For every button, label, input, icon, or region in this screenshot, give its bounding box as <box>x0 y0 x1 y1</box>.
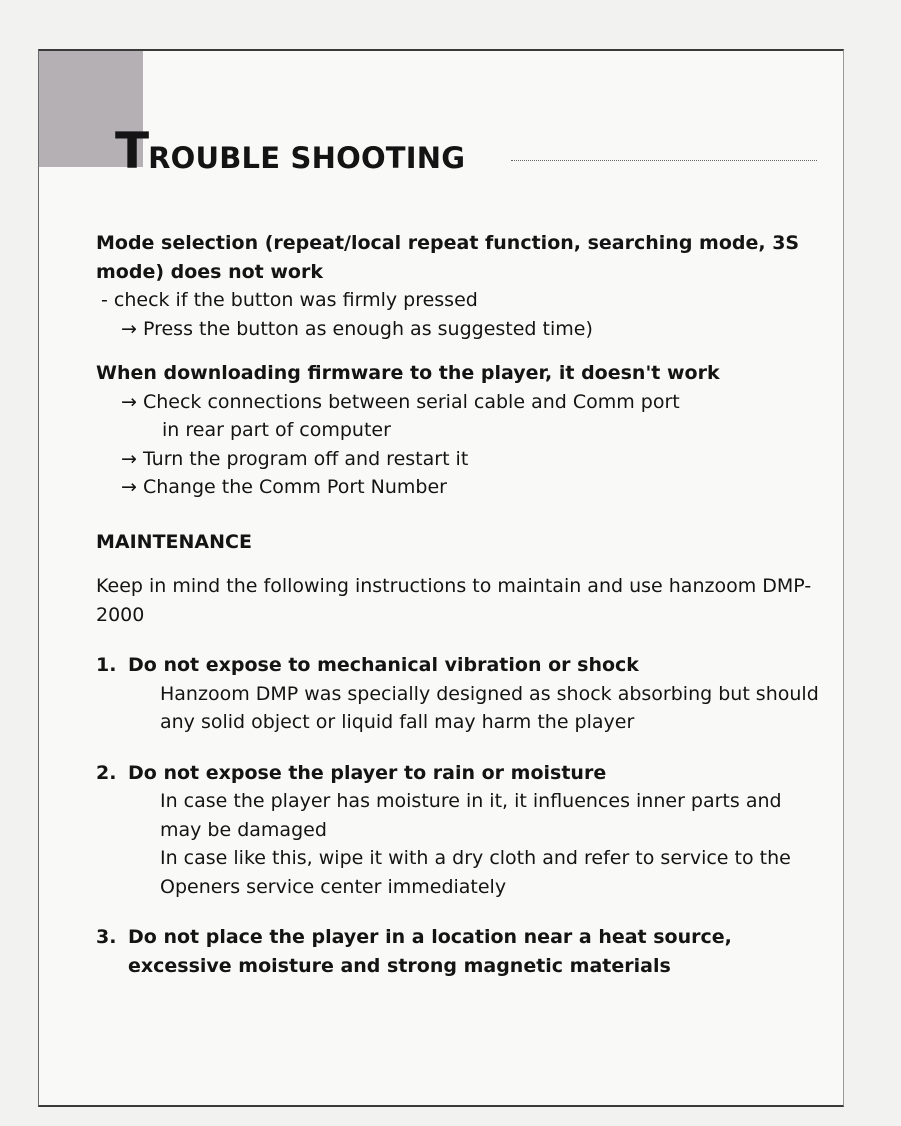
item-body: In case the player has moisture in it, it influences inner parts and may be damaged <box>160 790 782 841</box>
problem-heading: When downloading firmware to the player, it doesn't work <box>96 362 720 384</box>
item-number: 3. <box>96 926 117 948</box>
maintenance-intro: Keep in mind the following instructions to maintain and use hanzoom DMP-2000 <box>96 575 812 626</box>
solution-step: → Turn the program off and restart it <box>121 447 469 470</box>
item-title: Do not expose to mechanical vibration or shock <box>128 654 639 676</box>
maintenance-item-heading <box>96 651 826 680</box>
item-body: Hanzoom DMP was specially designed as shock absorbing but should any solid object or liquid fall may harm the player <box>160 682 819 733</box>
maintenance-item-heading <box>96 923 826 980</box>
title-initial-letter: T <box>115 122 149 180</box>
maintenance-item-3 <box>96 923 826 980</box>
page-title <box>115 122 466 180</box>
solution-step-continuation: in rear part of computer <box>162 419 391 441</box>
item-title: Do not place the player in a location near a heat source, excessive moisture and strong magnetic materials <box>128 926 732 977</box>
item-body: In case like this, wipe it with a dry cloth and refer to service to the Openers service center immediately <box>160 847 791 898</box>
solution-step: → Change the Comm Port Number <box>121 476 447 498</box>
trouble-item-firmware-download <box>96 359 826 502</box>
maintenance-item-1 <box>96 651 826 737</box>
trouble-item-mode-selection <box>96 229 826 343</box>
item-title: Do not expose the player to rain or moisture <box>128 761 607 784</box>
title-text: ROUBLE SHOOTING <box>148 141 466 175</box>
maintenance-item-2 <box>96 759 826 902</box>
solution-step: → Press the button as enough as suggested time) <box>121 317 593 340</box>
maintenance-heading: MAINTENANCE <box>96 530 252 553</box>
maintenance-item-heading <box>96 759 826 788</box>
solution-step: → Check connections between serial cable and Comm port <box>121 390 680 413</box>
title-dotted-rule <box>511 160 817 161</box>
problem-heading: Mode selection (repeat/local repeat function, searching mode, 3S mode) does not work <box>96 232 800 283</box>
item-number: 1. <box>96 654 117 676</box>
page-content <box>96 229 826 980</box>
check-line: - check if the button was firmly pressed <box>101 289 478 311</box>
manual-page <box>38 49 844 1107</box>
item-number: 2. <box>96 761 117 784</box>
